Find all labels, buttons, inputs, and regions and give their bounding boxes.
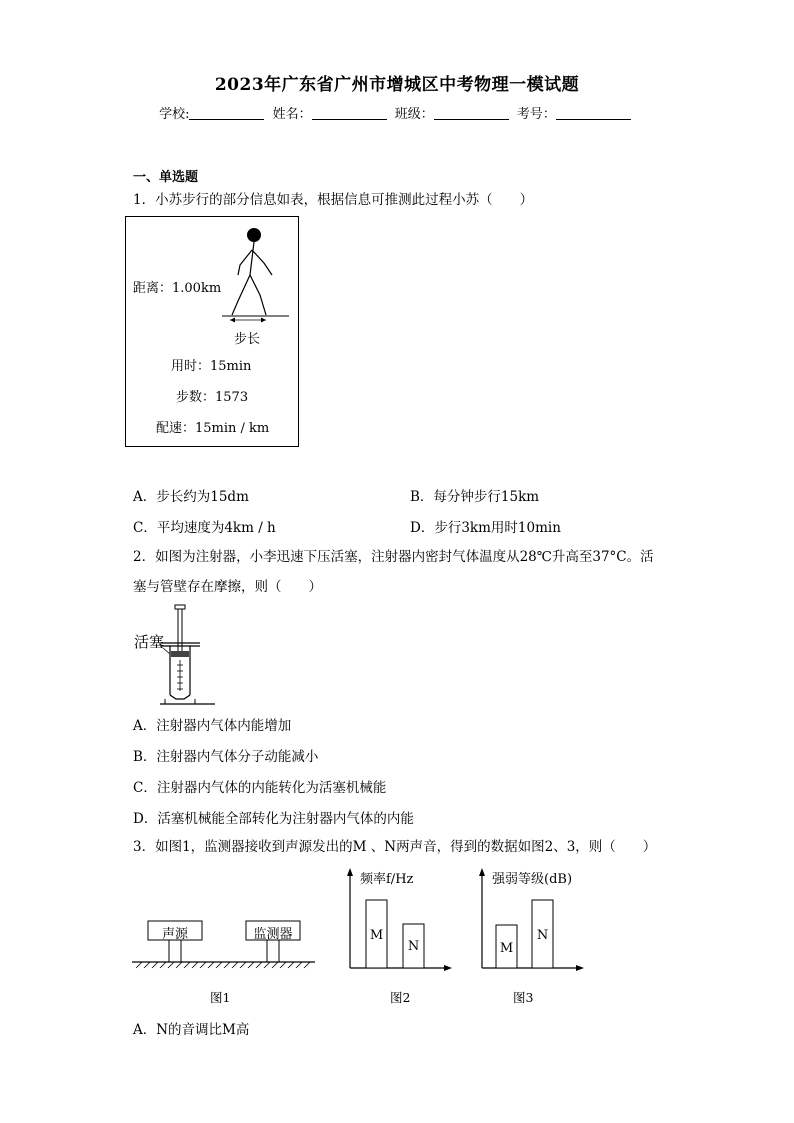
fig2-caption: 图2 bbox=[390, 990, 411, 1005]
step-length-label: 步长 bbox=[234, 332, 261, 347]
page-title: 2023年广东省广州市增城区中考物理一模试题 bbox=[214, 75, 580, 95]
fig3-ylabel: 强弱等级(dB) bbox=[492, 872, 573, 887]
fig2-ylabel: 频率f/Hz bbox=[360, 872, 414, 887]
fig1-caption: 图1 bbox=[210, 990, 231, 1005]
q1-option-d[interactable]: D．步行3km用时10min bbox=[410, 520, 561, 536]
piston-label: 活塞 bbox=[134, 633, 165, 651]
exam-no-label: 考号： bbox=[516, 107, 556, 122]
fig2-bar-m-label: M bbox=[369, 928, 384, 943]
fig1-diagram bbox=[132, 918, 317, 973]
q1-text: 1．小苏步行的部分信息如表，根据信息可推测此过程小苏（ ） bbox=[133, 192, 534, 208]
q2-text-line2: 塞与管壁存在摩擦，则（ ） bbox=[133, 579, 322, 595]
class-label: 班级： bbox=[394, 107, 434, 122]
sound-source-label: 声源 bbox=[161, 927, 188, 942]
exam-no-blank[interactable] bbox=[556, 105, 631, 120]
section-title: 一、单选题 bbox=[133, 170, 199, 185]
time-text: 用时：15min bbox=[171, 359, 252, 374]
q2-option-c[interactable]: C．注射器内气体的内能转化为活塞机械能 bbox=[133, 780, 387, 796]
fig3-bar-m-label: M bbox=[499, 941, 514, 956]
fig3-chart bbox=[462, 866, 587, 976]
q1-option-c[interactable]: C．平均速度为4km / h bbox=[133, 520, 276, 536]
student-info-line bbox=[0, 103, 794, 122]
fig2-bar-n-label: N bbox=[407, 939, 420, 954]
steps-text: 步数：1573 bbox=[176, 390, 249, 405]
syringe-figure bbox=[130, 603, 230, 708]
fig2-chart bbox=[330, 866, 455, 976]
q2-text-line1: 2．如图为注射器，小李迅速下压活塞，注射器内密封气体温度从28℃升高至37°C。活 bbox=[133, 549, 654, 565]
distance-text: 距离：1.00km bbox=[133, 281, 222, 296]
fig3-bar-n-label: N bbox=[536, 928, 549, 943]
class-blank[interactable] bbox=[434, 105, 509, 120]
name-label: 姓名： bbox=[272, 107, 312, 122]
q1-figure-box bbox=[125, 216, 299, 447]
pace-text: 配速：15min / km bbox=[156, 421, 270, 436]
q1-option-a[interactable]: A．步长约为15dm bbox=[133, 489, 249, 505]
q3-text: 3．如图1，监测器接收到声源发出的M 、N两声音，得到的数据如图2、3，则（ ） bbox=[133, 839, 657, 855]
q2-option-a[interactable]: A．注射器内气体内能增加 bbox=[133, 718, 292, 734]
fig3-caption: 图3 bbox=[513, 990, 534, 1005]
q2-option-d[interactable]: D．活塞机械能全部转化为注射器内气体的内能 bbox=[133, 811, 414, 827]
school-label: 学校: bbox=[159, 107, 190, 122]
q3-option-a[interactable]: A．N的音调比M高 bbox=[133, 1022, 250, 1038]
school-blank[interactable] bbox=[189, 105, 264, 120]
q1-option-b[interactable]: B．每分钟步行15km bbox=[410, 489, 540, 505]
monitor-label: 监测器 bbox=[253, 927, 293, 942]
name-blank[interactable] bbox=[312, 105, 387, 120]
q2-option-b[interactable]: B．注射器内气体分子动能减小 bbox=[133, 749, 319, 765]
